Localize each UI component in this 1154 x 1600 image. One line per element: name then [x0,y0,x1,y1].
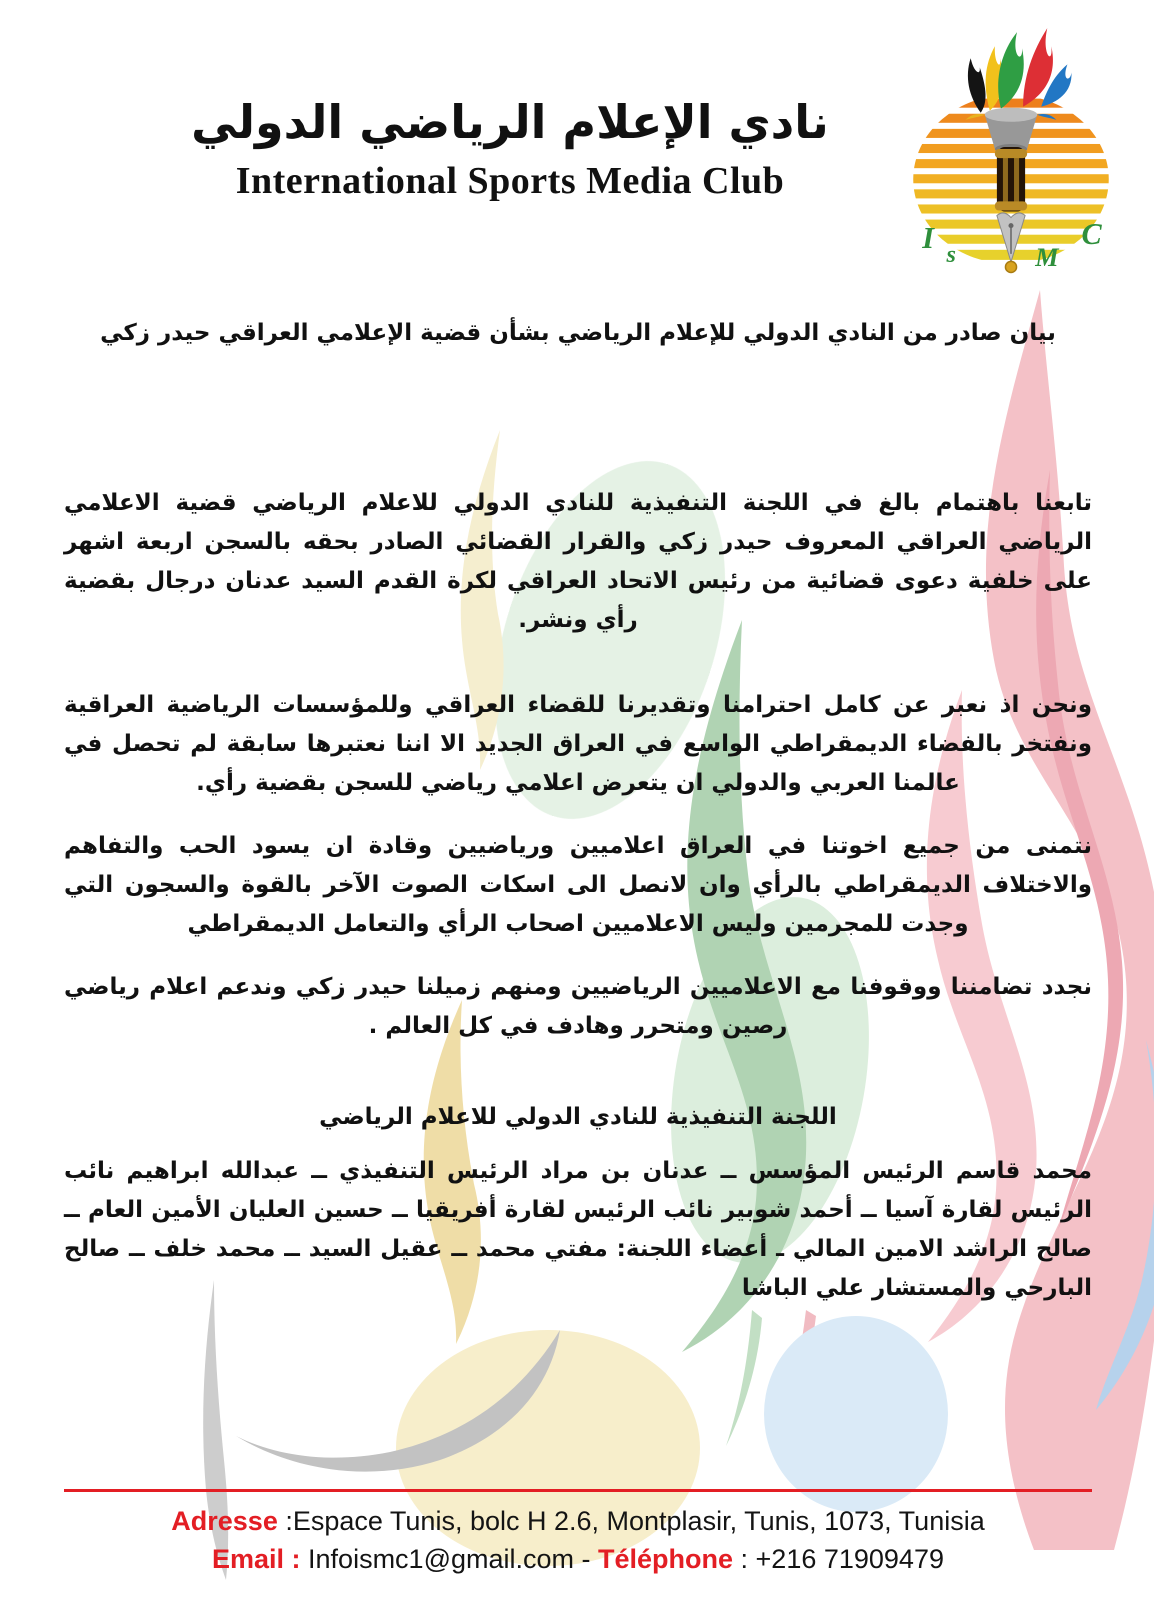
statement-title: بيان صادر من النادي الدولي للإعلام الرياضي بشأن قضية الإعلامي العراقي حيدر زكي [100,320,1056,346]
logo-letter-c: C [1081,216,1102,251]
ismc-logo [894,20,1128,274]
statement-paragraph-2: ونحن اذ نعبر عن كامل احترامنا وتقديرنا للقضاء العراقي وللمؤسسات الرياضية العراقية ونفتخر بالفضاء الديمقراطي الواسع في العراق الجديد الا اننا نعتبرها سابقة لم تحصل في عالمنا العربي والدولي ان يتعرض اعلامي رياضي للسجن بقضية رأي. [64,692,1092,796]
phone-value: : +216 71909479 [733,1544,944,1574]
logo-letter-s: s [946,240,956,268]
address-value: :Espace Tunis, bolc H 2.6, Montplasir, Tunis, 1073, Tunisia [277,1506,985,1536]
letterhead-titles [125,96,895,203]
letterhead [0,0,1154,295]
logo-letter-m: M [1035,242,1059,272]
email-value: Infoismc1@gmail.com - [300,1544,599,1574]
club-title-arabic: نادي الإعلام الرياضي الدولي [191,95,829,149]
statement-body [64,300,1092,1308]
address-label: Adresse [171,1506,278,1536]
logo-letter-i: I [922,220,935,255]
contact-line [64,1544,1092,1575]
statement-paragraph-4: نجدد تضامننا ووقوفنا مع الاعلاميين الرياضيين ومنهم زميلنا حيدر زكي وندعم اعلام رياضي رصين ومتحرر وهادف في كل العالم . [64,974,1092,1039]
email-label: Email : [212,1544,301,1574]
statement-paragraph-1: تابعنا باهتمام بالغ في اللجنة التنفيذية للنادي الدولي للاعلام الرياضي قضية الاعلامي الرياضي العراقي المعروف حيدر زكي والقرار القضائي الصادر بحقه بالسجن اربعة اشهر على خلفية دعوى قضائية من رئيس الاتحاد العراقي لكرة القدم السيد عدنان درجال بقضية رأي ونشر. [64,490,1092,633]
committee-members: محمد قاسم الرئيس المؤسس ــ عدنان بن مراد الرئيس التنفيذي ــ عبدالله ابراهيم نائب الرئيس لقارة آسيا ــ أحمد شوبير نائب الرئيس لقارة أفريقيا ــ حسين العليان الأمين العام ــ صالح الراشد الامين المالي ـ أعضاء اللجنة: مفتي محمد ــ عقيل السيد ــ محمد خلف ــ صالح البارحي والمستشار علي الباشا [64,1158,1092,1301]
letterhead-footer [64,1489,1092,1575]
watermark-green-sliver [726,1310,762,1446]
club-title-english: International Sports Media Club [235,159,785,202]
nib-star-ornament [1005,261,1016,272]
address-line [64,1506,1092,1537]
footer-divider [64,1489,1092,1492]
committee-heading: اللجنة التنفيذية للنادي الدولي للاعلام الرياضي [319,1104,837,1130]
watermark-blue-ellipse [764,1316,948,1512]
phone-label: Téléphone [598,1544,734,1574]
statement-paragraph-3: نتمنى من جميع اخوتنا في العراق اعلاميين ورياضيين وقادة ان يسود الحب والتفاهم والاختلاف الديمقراطي بالرأي وان لانصل الى اسكات الصوت الآخر بالقوة والسجون التي وجدت للمجرمين وليس الاعلاميين اصحاب الرأي والتعامل الديمقراطي [64,833,1092,937]
